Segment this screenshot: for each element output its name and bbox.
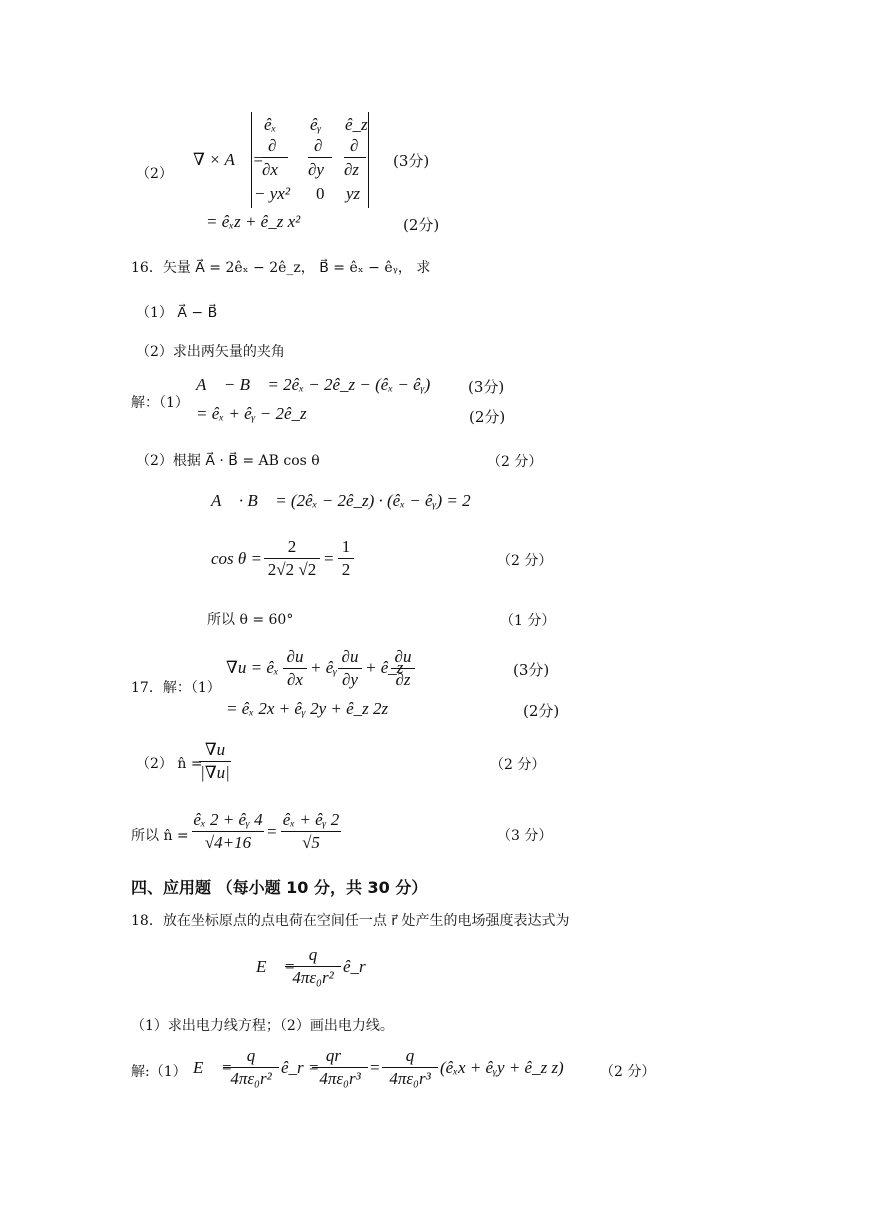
det-partial-3: ∂ [350, 136, 359, 155]
part2-points-2: (2分) [403, 216, 440, 234]
q16-cos-frac-2 [338, 537, 354, 580]
q17-n-frac [199, 740, 231, 783]
curl-lhs: ∇ × A⃗ = [193, 150, 264, 169]
q18-sol-tail: (êₓx + êᵧy + ê_z z) [440, 1058, 564, 1077]
q16-sol-label: 解：（1） [131, 395, 189, 411]
q16-cos-lhs: cos θ = [211, 549, 262, 568]
q17-n-den: |∇u| [200, 763, 230, 782]
q16-sub1: （1） A⃗ − B⃗ [136, 305, 218, 321]
det-dy: ∂y [308, 160, 324, 179]
q16-cos-den-2: 2 [341, 560, 351, 579]
q16-cos-den-1: 2√2 √2 [267, 560, 317, 579]
q17-n-num: ∇u [204, 740, 226, 759]
q17-grad-lhs: ∇u = êₓ [226, 658, 279, 677]
q17-grad-line2: = êₓ 2x + êᵧ 2y + ê_z 2z [226, 699, 389, 718]
q17-dx: ∂x [287, 670, 303, 689]
det-bar-3 [344, 157, 366, 158]
q18-sol-points: （2 分） [600, 1064, 656, 1080]
q17-n-points: （2 分） [490, 757, 546, 773]
det-dx: ∂x [262, 160, 278, 179]
q18-e-lhs: E⃗ = [256, 957, 296, 976]
det-bar-1 [262, 157, 288, 158]
det-ey: êᵧ [310, 115, 322, 134]
q18-sol-equals: = [370, 1058, 380, 1077]
q18-sol-den-3: 4πε₀r³ [389, 1069, 431, 1088]
q18-e-den: 4πε₀r² [292, 968, 334, 987]
det-zero: 0 [316, 184, 325, 203]
q17-so-den-2: √5 [302, 833, 320, 852]
q16-cos-frac-1 [264, 537, 320, 580]
det-yx2: − yx² [254, 184, 290, 203]
q17-grad-points: (3分) [513, 661, 550, 679]
q17-n-label: （2） n̂ = [136, 756, 203, 772]
q16-sol2-points: （2 分） [487, 454, 543, 470]
part2-result: = êₓz + ê_z x² [206, 212, 301, 231]
part2-points-1: (3分) [393, 152, 430, 170]
det-partial-2: ∂ [314, 136, 323, 155]
q17-du-2: ∂u [341, 647, 359, 666]
q17-so-frac-2 [281, 810, 341, 853]
q18-sol-num-2: qr⃗ [325, 1046, 355, 1065]
q18-e-num: q [308, 945, 318, 964]
q16-cos-points: （2 分） [497, 553, 553, 569]
q18-e-rhs: ê_r [343, 957, 366, 976]
q17-grad-points-2: (2分) [523, 702, 560, 720]
q18-sol-frac-3 [382, 1046, 438, 1089]
q17-so-points: （3 分） [497, 828, 553, 844]
q17-du-3: ∂u [394, 647, 412, 666]
q18-tasks: （1）求出电力线方程；（2）画出电力线。 [131, 1018, 394, 1034]
q18-sol-frac-1 [223, 1046, 279, 1089]
q16-cos-equals: = [324, 549, 334, 568]
q16-theta-points: （1 分） [500, 613, 556, 629]
q16-sol1-line2: = êₓ + êᵧ − 2ê_z [196, 404, 307, 423]
q17-label: 17．解：（1） [131, 680, 221, 696]
q16-sol1-line1: A⃗ − B⃗ = 2êₓ − 2ê_z − (êₓ − êᵧ) [196, 375, 431, 394]
q18-sol-num-1: q [246, 1046, 256, 1065]
q18-sol-mid: ê_r = [281, 1058, 320, 1077]
q18-sol-den-1: 4πε₀r² [230, 1069, 272, 1088]
q17-so-frac-1 [192, 810, 264, 853]
part2-label: （2） [136, 166, 173, 182]
q18-e-frac [285, 945, 341, 988]
section4-title: 四、应用题 （每小题 10 分，共 30 分） [131, 878, 428, 897]
det-bar-2 [308, 157, 332, 158]
q16-cos-num-2: 1 [341, 537, 351, 556]
q16-sol1-points-2: (2分) [469, 408, 506, 426]
q17-dz: ∂z [395, 670, 411, 689]
q17-so-label: 所以 n̂ = [131, 828, 189, 844]
det-partial-1: ∂ [268, 136, 277, 155]
q16-dot-product: A⃗ · B⃗ = (2êₓ − 2ê_z) · (êₓ − êᵧ) = 2 [211, 491, 471, 510]
det-ex: êₓ [264, 115, 277, 134]
q17-du-1: ∂u [286, 647, 304, 666]
det-yz: yz [346, 184, 361, 203]
q18-sol-num-3: q [405, 1046, 415, 1065]
q17-so-equals: = [267, 822, 277, 841]
q17-plus-ez: + ê_z [365, 658, 404, 677]
q18-sol-frac-2 [312, 1046, 368, 1089]
q16-cos-num-1: 2 [287, 537, 297, 556]
det-ez: ê_z [345, 115, 368, 134]
q16-sol1-points-1: (3分) [468, 378, 505, 396]
q17-frac-y [338, 647, 362, 690]
q17-so-num-1: êₓ 2 + êᵧ 4 [193, 810, 263, 829]
q16-stem: 16．矢量 A⃗ = 2êₓ − 2ê_z， B⃗ = êₓ − êᵧ， 求 [131, 260, 431, 276]
q16-sol2-label: （2）根据 A⃗ · B⃗ = AB cos θ [136, 453, 320, 469]
q18-sol-label: 解:（1） [131, 1064, 187, 1080]
q16-sub2: （2）求出两矢量的夹角 [136, 344, 285, 360]
q18-sol-lhs: E⃗ = [193, 1058, 233, 1077]
q16-theta: 所以 θ = 60° [207, 612, 294, 628]
q17-so-den-1: √4+16 [204, 833, 252, 852]
q17-so-num-2: êₓ + êᵧ 2 [282, 810, 340, 829]
q17-frac-z [391, 647, 415, 690]
determinant [251, 112, 369, 208]
det-dz: ∂z [344, 160, 360, 179]
q18-stem: 18．放在坐标原点的点电荷在空间任一点 r⃗ 处产生的电场强度表达式为 [131, 913, 570, 929]
q18-sol-den-2: 4πε₀r³ [319, 1069, 361, 1088]
q17-dy: ∂y [342, 670, 358, 689]
q17-frac-x [283, 647, 307, 690]
q17-plus-ey: + êᵧ [310, 658, 338, 677]
